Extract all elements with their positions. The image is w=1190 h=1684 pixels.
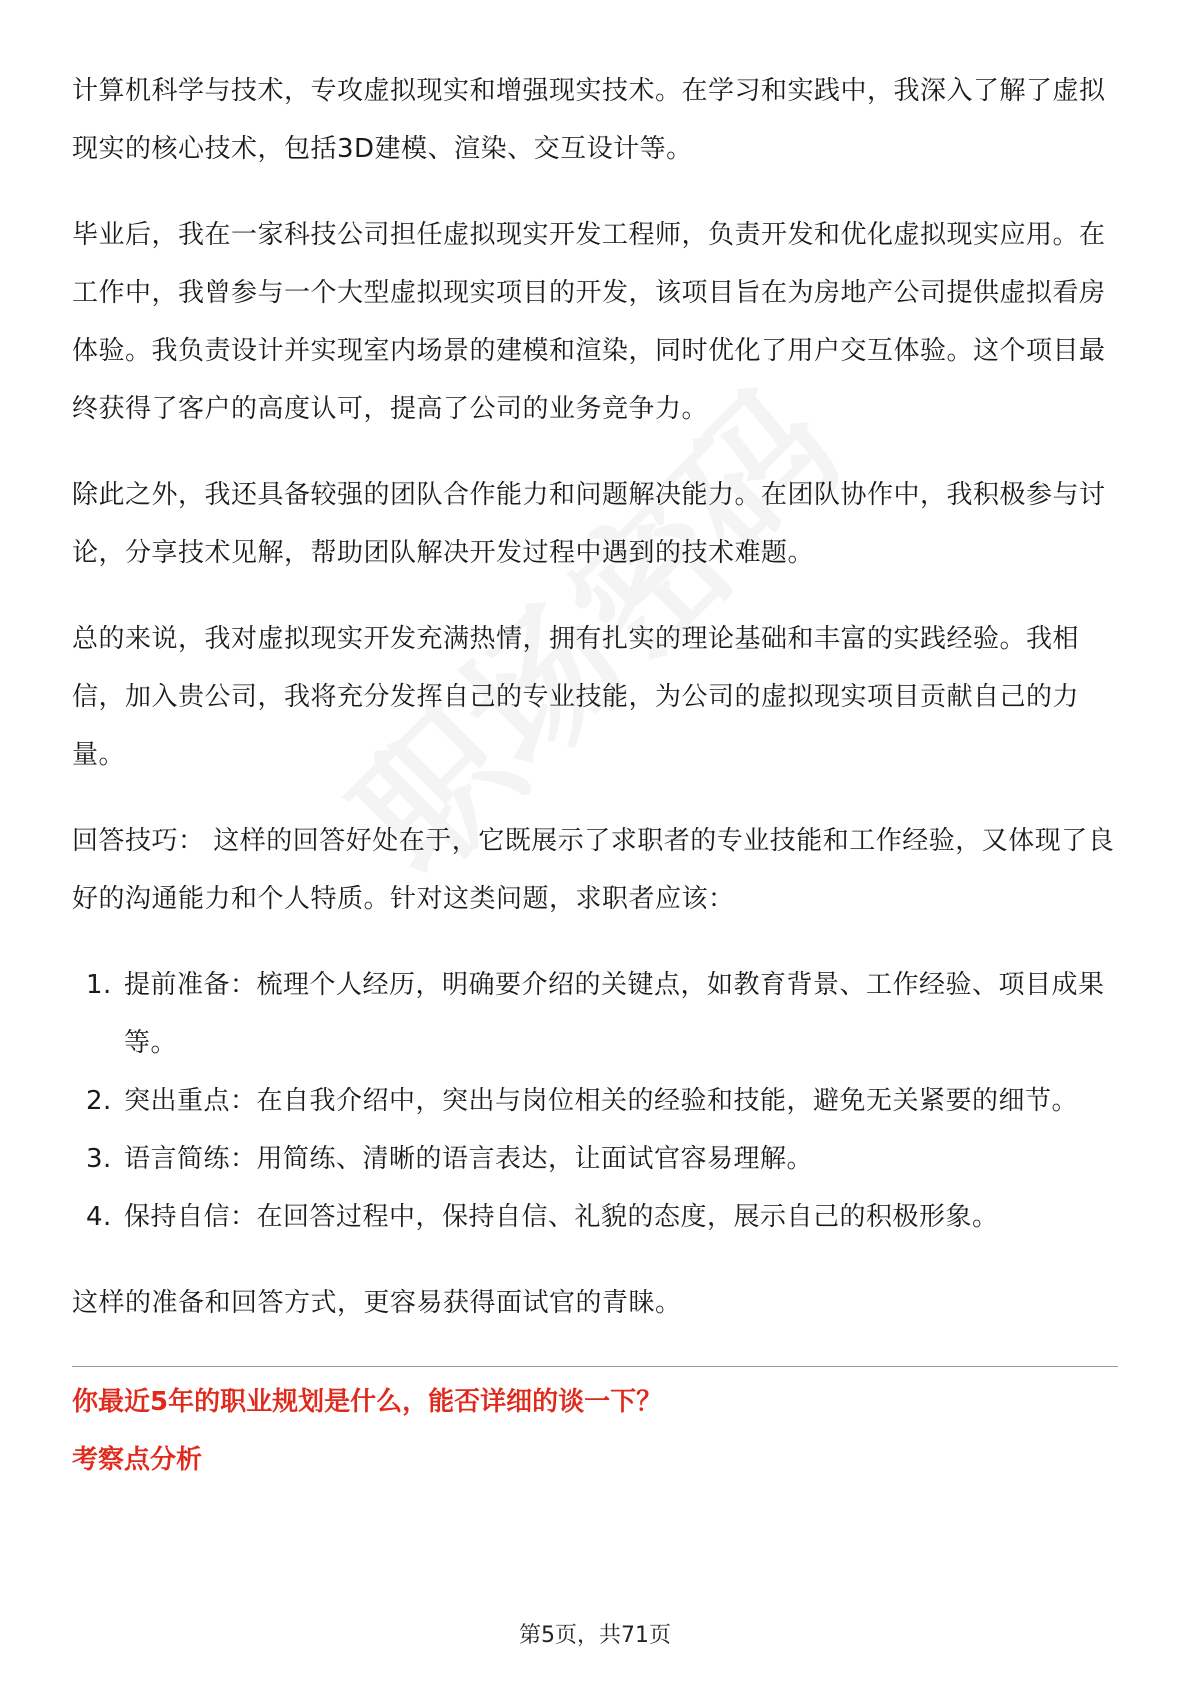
- list-text: 保持自信：在回答过程中，保持自信、礼貌的态度，展示自己的积极形象。: [124, 1202, 999, 1232]
- tips-list: [72, 956, 1118, 1246]
- paragraph-teamwork: 除此之外，我还具备较强的团队合作能力和问题解决能力。在团队协作中，我积极参与讨论，分享技术见解，帮助团队解决开发过程中遇到的技术难题。: [72, 480, 1106, 568]
- paragraph-work-experience: 毕业后，我在一家科技公司担任虚拟现实开发工程师，负责开发和优化虚拟现实应用。在工作中，我曾参与一个大型虚拟现实项目的开发，该项目旨在为房地产公司提供虚拟看房体验。我负责设计并实现室内场景的建模和渲染，同时优化了用户交互体验。这个项目最终获得了客户的高度认可，提高了公司的业务竞争力。: [72, 220, 1106, 424]
- list-number: 4.: [86, 1202, 112, 1232]
- list-item: [72, 1188, 1118, 1246]
- list-text: 语言简练：用简练、清晰的语言表达，让面试官容易理解。: [124, 1144, 814, 1174]
- list-number: 3.: [86, 1144, 112, 1174]
- list-text: 提前准备：梳理个人经历，明确要介绍的关键点，如教育背景、工作经验、项目成果等。: [124, 970, 1105, 1058]
- list-item: [72, 1072, 1118, 1130]
- paragraph-summary: 总的来说，我对虚拟现实开发充满热情，拥有扎实的理论基础和丰富的实践经验。我相信，加入贵公司，我将充分发挥自己的专业技能，为公司的虚拟现实项目贡献自己的力量。: [72, 624, 1080, 770]
- list-item: [72, 956, 1118, 1072]
- divider: [72, 1366, 1118, 1367]
- subheading-analysis: 考察点分析: [72, 1445, 203, 1475]
- list-number: 1.: [86, 970, 112, 1000]
- page-footer: 第5页，共71页: [519, 1623, 671, 1648]
- closing-paragraph: 这样的准备和回答方式，更容易获得面试官的青睐。: [72, 1288, 682, 1318]
- list-text: 突出重点：在自我介绍中，突出与岗位相关的经验和技能，避免无关紧要的细节。: [124, 1086, 1079, 1116]
- list-number: 2.: [86, 1086, 112, 1116]
- paragraph-education: 计算机科学与技术，专攻虚拟现实和增强现实技术。在学习和实践中，我深入了解了虚拟现实的核心技术，包括3D建模、渲染、交互设计等。: [72, 76, 1106, 164]
- question-heading: 你最近5年的职业规划是什么，能否详细的谈一下？: [72, 1387, 663, 1417]
- list-item: [72, 1130, 1118, 1188]
- paragraph-answer-tips: 回答技巧： 这样的回答好处在于，它既展示了求职者的专业技能和工作经验，又体现了良好的沟通能力和个人特质。针对这类问题，求职者应该：: [72, 826, 1115, 914]
- document-page: [72, 62, 1118, 1489]
